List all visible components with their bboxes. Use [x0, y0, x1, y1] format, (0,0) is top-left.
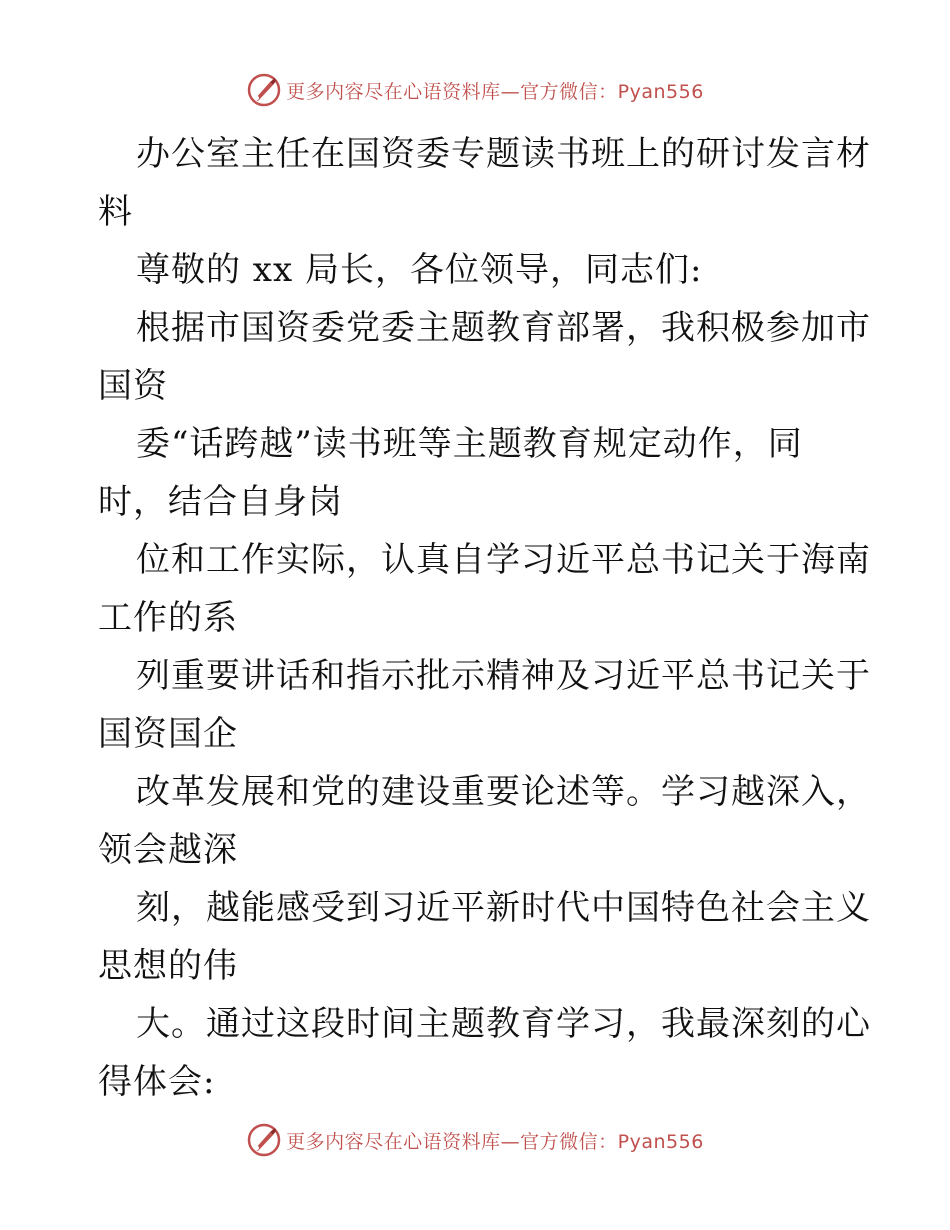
document-line: 改革发展和党的建设重要论述等。学习越深入，	[136, 772, 871, 812]
document-line: 国资国企	[98, 714, 238, 754]
document-line: 国资	[98, 366, 168, 406]
quill-logo-icon	[246, 72, 282, 108]
document-line: 领会越深	[98, 830, 238, 870]
document-line: 大。通过这段时间主题教育学习，我最深刻的心	[136, 1004, 871, 1044]
watermark-text: 更多内容尽在心语资料库—官方微信：Pyan556	[286, 80, 704, 103]
document-line: 尊敬的 xx 局长，各位领导，同志们:	[136, 250, 703, 290]
document-line: 得体会:	[98, 1062, 216, 1102]
document-body	[98, 125, 871, 1111]
quill-logo-icon	[246, 1122, 282, 1158]
document-line: 思想的伟	[98, 946, 238, 986]
document-line: 工作的系	[98, 598, 238, 638]
document-line: 委“话跨越”读书班等主题教育规定动作，同	[136, 424, 803, 464]
watermark-text: 更多内容尽在心语资料库—官方微信：Pyan556	[286, 1130, 704, 1153]
document-line: 列重要讲话和指示批示精神及习近平总书记关于	[136, 656, 871, 696]
document-line: 位和工作实际，认真自学习近平总书记关于海南	[136, 540, 871, 580]
document-line: 刻，越能感受到习近平新时代中国特色社会主义	[136, 888, 871, 928]
document-line: 根据市国资委党委主题教育部署，我积极参加市	[136, 308, 871, 348]
document-line: 料	[98, 192, 133, 232]
header-watermark-banner	[0, 72, 950, 108]
footer-watermark-banner	[0, 1122, 950, 1158]
document-line: 办公室主任在国资委专题读书班上的研讨发言材	[136, 134, 871, 174]
document-line: 时，结合自身岗	[98, 482, 343, 522]
